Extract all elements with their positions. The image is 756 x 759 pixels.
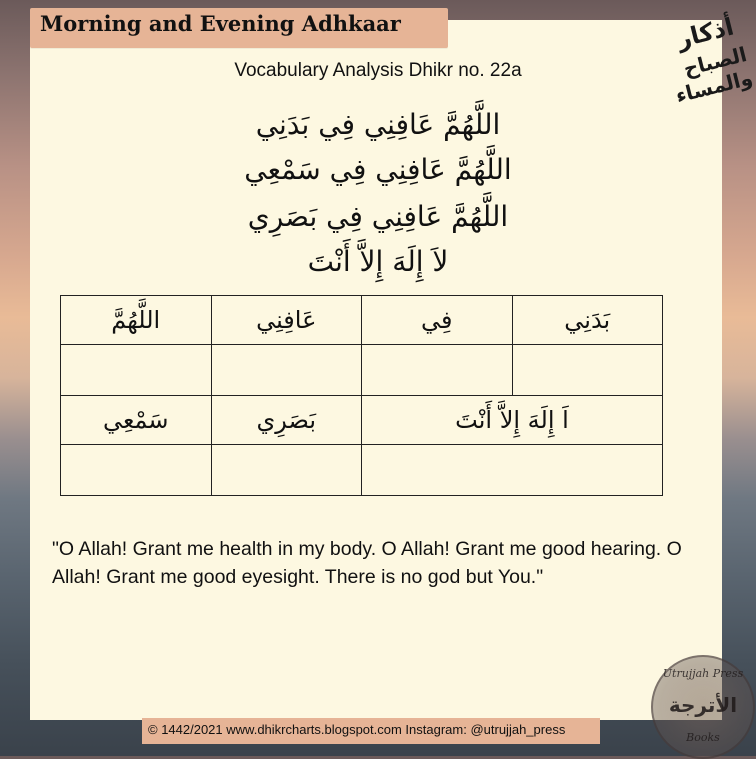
- vocab-cell: بَدَنِي: [512, 296, 663, 345]
- vocabulary-table: [60, 295, 663, 496]
- blank-cell: [512, 345, 663, 396]
- blank-cell: [211, 345, 362, 396]
- vocab-cell: سَمْعِي: [61, 396, 212, 445]
- page-subtitle: Vocabulary Analysis Dhikr no. 22a: [234, 60, 522, 81]
- seal-top-text: Utrujjah Press: [662, 667, 744, 680]
- blank-cell: [362, 345, 513, 396]
- blank-cell: [362, 445, 663, 496]
- seal-center-text: الأترجة: [668, 693, 738, 717]
- vocab-cell: اللَّهُمَّ: [61, 296, 212, 345]
- seal-bottom-text: Books: [686, 731, 720, 744]
- publisher-seal-logo: [651, 655, 755, 759]
- table-row: [61, 345, 663, 396]
- vocab-cell: فِي: [362, 296, 513, 345]
- table-row: [61, 396, 663, 445]
- dhikr-line-4: لاَ إِلَهَ إِلاَّ أَنْتَ: [307, 245, 449, 278]
- vocab-cell: اَ إِلَهَ إِلاَّ أَنْتَ: [362, 396, 663, 445]
- translation-text: "O Allah! Grant me health in my body. O Allah! Grant me good hearing. O Allah! Grant me good eyesight. There is no god but You.": [52, 538, 682, 588]
- blank-cell: [61, 345, 212, 396]
- table-row: [61, 296, 663, 345]
- dhikr-line-2: اللَّهُمَّ عَافِنِي فِي سَمْعِي: [244, 153, 512, 186]
- vocab-cell: بَصَرِي: [211, 396, 362, 445]
- vocab-cell: عَافِنِي: [211, 296, 362, 345]
- calligraphy-line-2: الصباح والمساء: [673, 42, 755, 108]
- blank-cell: [61, 445, 212, 496]
- blank-cell: [211, 445, 362, 496]
- dhikr-line-1: اللَّهُمَّ عَافِنِي فِي بَدَنِي: [255, 108, 501, 141]
- calligraphy-line-1: أذكار: [674, 12, 737, 54]
- dhikr-line-3: اللَّهُمَّ عَافِنِي فِي بَصَرِي: [247, 200, 509, 233]
- table-row: [61, 445, 663, 496]
- page-title: Morning and Evening Adhkaar: [40, 11, 401, 36]
- footer-credits: © 1442/2021 www.dhikrcharts.blogspot.com Instagram: @utrujjah_press: [148, 722, 566, 737]
